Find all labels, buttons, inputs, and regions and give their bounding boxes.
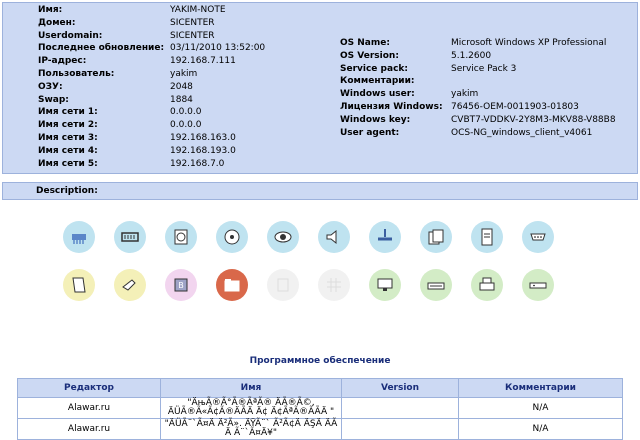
os-value: Microsoft Windows XP Professional xyxy=(451,38,607,48)
comments-cell: N/A xyxy=(459,398,623,419)
monitor-icon[interactable] xyxy=(369,269,401,301)
sound-icon[interactable] xyxy=(318,221,350,253)
info-label: Имя сети 3: xyxy=(38,133,98,143)
info-value: 03/11/2010 13:52:00 xyxy=(170,43,266,54)
processor-icon[interactable] xyxy=(63,221,95,253)
info-value: YAKIM-NOTE xyxy=(170,5,226,15)
description-label: Description: xyxy=(36,186,98,196)
info-label: Имя сети 2: xyxy=(38,120,98,131)
info-value: 192.168.163.0 xyxy=(170,133,236,143)
software-icon[interactable] xyxy=(216,269,248,301)
os-label: Service pack: xyxy=(340,63,408,74)
os-value: 5.1.2600 xyxy=(451,50,492,61)
info-value: SICENTER xyxy=(170,30,215,41)
os-label: Windows user: xyxy=(340,89,415,100)
info-label: IP-адрес: xyxy=(38,56,87,67)
ports-icon[interactable] xyxy=(522,221,554,253)
os-label: Комментарии: xyxy=(340,76,415,87)
info-value: 0.0.0.0 xyxy=(170,107,202,118)
table-row xyxy=(18,398,623,419)
os-value: CVBT7-VDDKV-2Y8M3-MKV88-V88B8 xyxy=(451,114,616,125)
col-version[interactable]: Version xyxy=(342,379,459,398)
info-label: Имя сети 4: xyxy=(38,145,98,156)
os-value: 76456-OEM-0011903-01803 xyxy=(451,102,579,112)
drives-icon[interactable] xyxy=(216,221,248,253)
info-label: Swap: xyxy=(38,94,69,105)
info-label: Userdomain: xyxy=(38,30,103,41)
grid-icon[interactable] xyxy=(318,269,350,301)
os-label: User agent: xyxy=(340,127,400,138)
info-value: 0.0.0.0 xyxy=(170,120,202,131)
info-value: 1884 xyxy=(170,94,193,105)
publisher-cell: Alawar.ru xyxy=(18,419,161,440)
name-cell: "ÄњÃ®Ã°Ã®ÃªÃ® ÄÃ®Ã©, ÄÜÃ®Ã«Ã¢Ã®ÄÃÄ Ä¢ Ä¢ÃªÃ®ÃÃÄ " xyxy=(161,398,342,419)
video-icon[interactable] xyxy=(267,221,299,253)
info-value: 192.168.7.0 xyxy=(170,158,225,169)
storage-icon[interactable] xyxy=(165,221,197,253)
tools-icon[interactable] xyxy=(114,269,146,301)
svg-text:B: B xyxy=(178,281,184,290)
keyboard-icon[interactable] xyxy=(420,269,452,301)
printer-icon[interactable] xyxy=(471,269,503,301)
info-label: Имя сети 5: xyxy=(38,158,98,169)
os-label: OS Name: xyxy=(340,38,390,48)
os-value: Service Pack 3 xyxy=(451,63,517,74)
info-value: yakim xyxy=(170,69,198,79)
modem-icon[interactable] xyxy=(522,269,554,301)
os-label: Windows key: xyxy=(340,114,411,125)
network-icon[interactable] xyxy=(369,221,401,253)
description-bar xyxy=(2,182,638,200)
info-value: 192.168.193.0 xyxy=(170,145,236,156)
name-cell: "ÄÜÃ¨`Ã¤Ä Ä²Ã». ÄŸÃ¨` Ã²Ã¢Ä ÄŞÄ ÄÃ Ä Ã¨`Ã¤Ä¥" xyxy=(161,419,342,440)
col-publisher[interactable]: Редактор xyxy=(18,379,161,398)
registry-icon[interactable] xyxy=(471,221,503,253)
table-row xyxy=(18,419,623,440)
os-value: OCS-NG_windows_client_v4061 xyxy=(451,127,593,138)
publisher-cell: Alawar.ru xyxy=(18,398,161,419)
version-cell xyxy=(342,419,459,440)
info-label: ОЗУ: xyxy=(38,81,63,92)
info-label: Имя: xyxy=(38,5,63,15)
slots-icon[interactable] xyxy=(267,269,299,301)
os-value: yakim xyxy=(451,89,479,100)
info-label: Имя сети 1: xyxy=(38,107,98,118)
os-label: OS Version: xyxy=(340,50,399,61)
info-label: Домен: xyxy=(38,17,76,28)
info-value: 2048 xyxy=(170,81,193,92)
controllers-icon[interactable] xyxy=(420,221,452,253)
software-table xyxy=(17,378,623,440)
info-label: Последнее обновление: xyxy=(38,43,165,54)
info-label: Пользователь: xyxy=(38,69,115,79)
memory-icon[interactable] xyxy=(114,221,146,253)
inputs-icon[interactable] xyxy=(63,269,95,301)
section-title: Программное обеспечение xyxy=(249,356,391,366)
os-label: Лицензия Windows: xyxy=(340,102,443,112)
col-comments[interactable]: Комментарии xyxy=(459,379,623,398)
col-name[interactable]: Имя xyxy=(161,379,342,398)
info-value: 192.168.7.111 xyxy=(170,56,236,67)
version-cell xyxy=(342,398,459,419)
info-value: SICENTER xyxy=(170,17,215,28)
bios-icon[interactable] xyxy=(165,269,197,301)
comments-cell: N/A xyxy=(459,419,623,440)
